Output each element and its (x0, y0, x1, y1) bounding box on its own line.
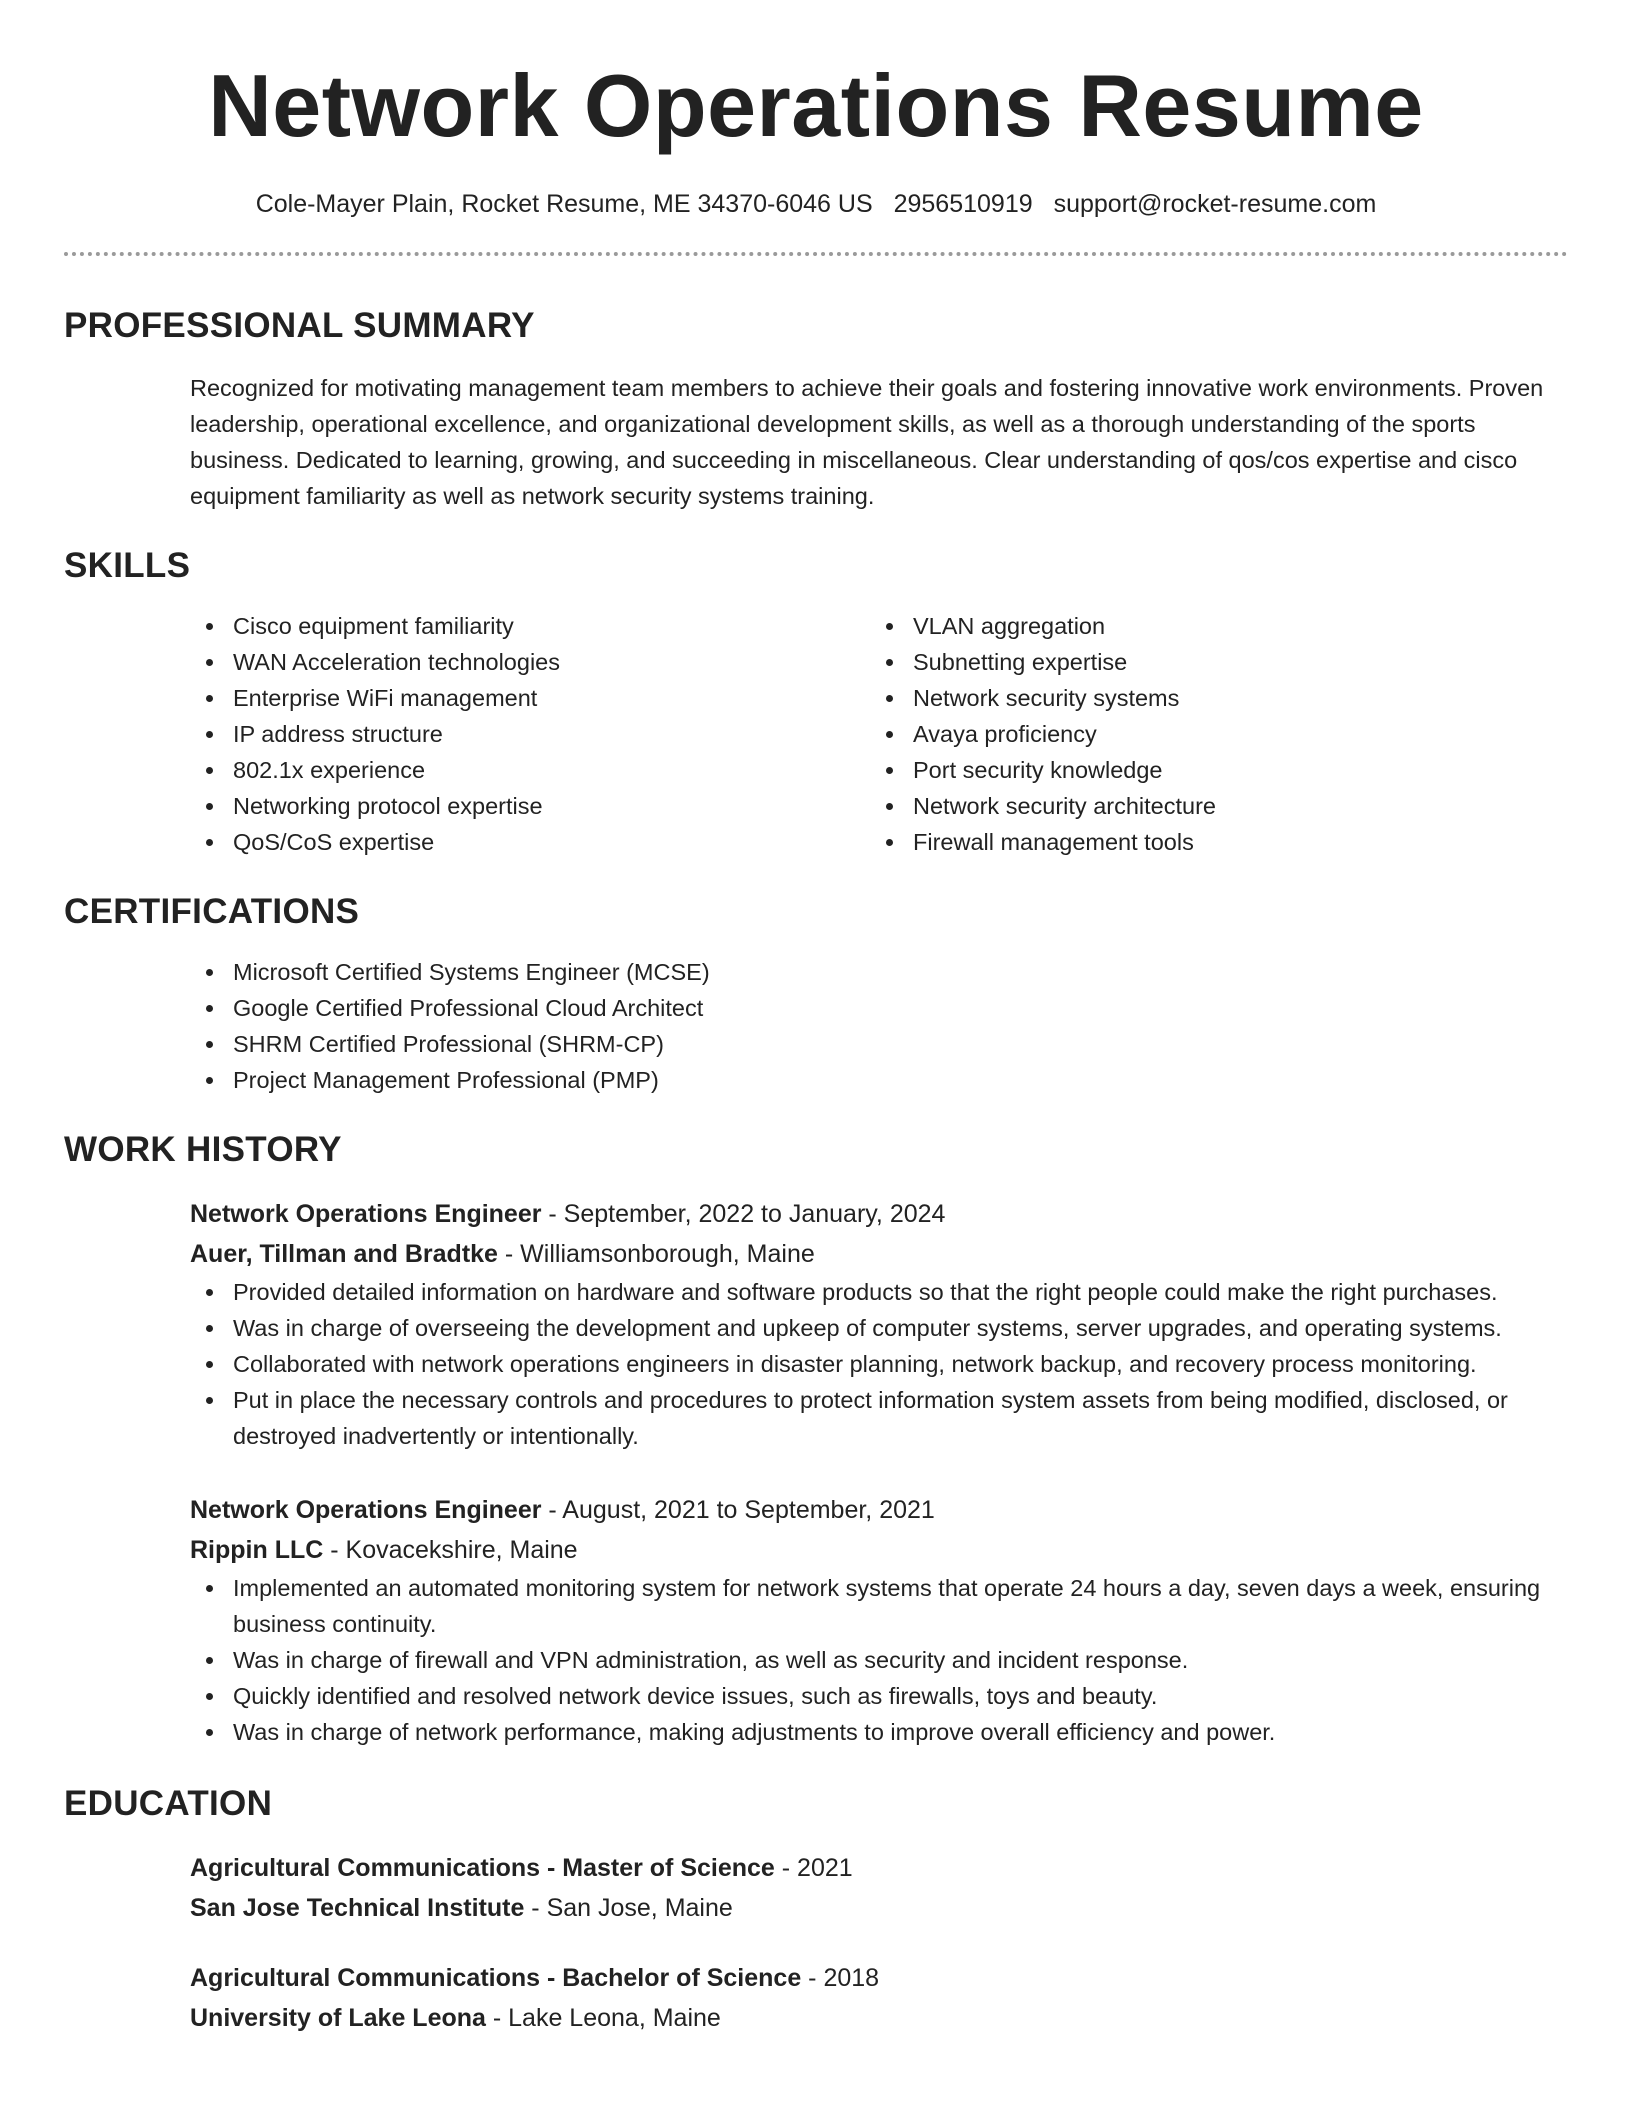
job-bullet: Was in charge of network performance, making adjustments to improve overall efficiency and power. (190, 1714, 1568, 1750)
skills-column-right (870, 608, 1550, 860)
job-entry (190, 1490, 1568, 1750)
certification-item: Project Management Professional (PMP) (190, 1062, 1568, 1098)
education-school-line (190, 1888, 1568, 1928)
job-bullet: Was in charge of overseeing the development and upkeep of computer systems, server upgrades, and operating systems. (190, 1310, 1568, 1346)
job-role: Network Operations Engineer (190, 1496, 542, 1524)
certification-item: SHRM Certified Professional (SHRM-CP) (190, 1026, 1568, 1062)
job-bullets (190, 1570, 1568, 1750)
job-dates: - September, 2022 to January, 2024 (541, 1200, 946, 1228)
skills-column-left (190, 608, 870, 860)
education-heading: EDUCATION (64, 1784, 273, 1823)
job-entry (190, 1194, 1568, 1454)
skill-item: Enterprise WiFi management (190, 680, 870, 716)
skill-item: IP address structure (190, 716, 870, 752)
education-entry (190, 1958, 1568, 2038)
skills-heading: SKILLS (64, 546, 191, 585)
job-company: Auer, Tillman and Bradtke (190, 1240, 498, 1268)
job-bullet: Collaborated with network operations engineers in disaster planning, network backup, and recovery process monitoring. (190, 1346, 1568, 1382)
job-company: Rippin LLC (190, 1536, 324, 1564)
job-location: - Williamsonborough, Maine (497, 1240, 815, 1268)
job-title-line (190, 1194, 1568, 1234)
resume-title: Network Operations Resume (208, 56, 1424, 155)
contact-phone: 2956510919 (893, 190, 1033, 218)
education-school-line (190, 1998, 1568, 2038)
education-list (190, 1848, 1568, 2038)
job-company-line (190, 1530, 1568, 1570)
education-degree: Agricultural Communications - Bachelor of Science (190, 1964, 802, 1992)
job-bullet: Was in charge of firewall and VPN administration, as well as security and incident response. (190, 1642, 1568, 1678)
certification-item: Google Certified Professional Cloud Architect (190, 990, 1568, 1026)
skill-item: WAN Acceleration technologies (190, 644, 870, 680)
skill-item: 802.1x experience (190, 752, 870, 788)
certification-item: Microsoft Certified Systems Engineer (MCSE) (190, 954, 1568, 990)
education-year: - 2018 (801, 1964, 880, 1992)
education-entry (190, 1848, 1568, 1928)
certifications-list (190, 954, 1568, 1098)
resume-header (64, 0, 1568, 220)
education-degree: Agricultural Communications - Master of Science (190, 1854, 775, 1882)
summary-text: Recognized for motivating management team members to achieve their goals and fostering innovative work environments. Proven leadership, operational excellence, and organizational development skills, as well as a thorough understanding of the sports business. Dedicated to learning, growing, and succeeding in miscellaneous. Clear understanding of qos/cos expertise and cisco equipment familiarity as well as network security systems training. (190, 375, 1544, 509)
skill-item: Cisco equipment familiarity (190, 608, 870, 644)
education-school: University of Lake Leona (190, 2004, 486, 2032)
education-location: - San Jose, Maine (524, 1894, 733, 1922)
education-year: - 2021 (774, 1854, 853, 1882)
education-degree-line (190, 1958, 1568, 1998)
certifications-bullets (190, 954, 1568, 1098)
skill-item: QoS/CoS expertise (190, 824, 870, 860)
contact-email: support@rocket-resume.com (1053, 190, 1377, 218)
job-title-line (190, 1490, 1568, 1530)
job-role: Network Operations Engineer (190, 1200, 542, 1228)
education-location: - Lake Leona, Maine (485, 2004, 721, 2032)
job-bullet: Put in place the necessary controls and procedures to protect information system assets from being modified, disclosed, or destroyed inadvertently or intentionally. (190, 1382, 1568, 1454)
skill-item: Avaya proficiency (870, 716, 1550, 752)
skill-item: Network security systems (870, 680, 1550, 716)
skill-item: Subnetting expertise (870, 644, 1550, 680)
skill-item: Port security knowledge (870, 752, 1550, 788)
job-bullets (190, 1274, 1568, 1454)
job-bullet: Implemented an automated monitoring system for network systems that operate 24 hours a day, seven days a week, ensuring business continuity. (190, 1570, 1568, 1642)
summary-heading: PROFESSIONAL SUMMARY (64, 306, 535, 345)
header-divider (64, 252, 1568, 256)
job-location: - Kovacekshire, Maine (323, 1536, 578, 1564)
contact-line (64, 188, 1568, 220)
skill-item: VLAN aggregation (870, 608, 1550, 644)
contact-address: Cole-Mayer Plain, Rocket Resume, ME 34370-6046 US (255, 190, 873, 218)
certifications-heading: CERTIFICATIONS (64, 892, 360, 931)
job-company-line (190, 1234, 1568, 1274)
skill-item: Network security architecture (870, 788, 1550, 824)
skills-grid (190, 608, 1568, 860)
work-history-heading: WORK HISTORY (64, 1130, 342, 1169)
work-history (190, 1194, 1568, 1750)
job-bullet: Provided detailed information on hardware and software products so that the right people could make the right purchases. (190, 1274, 1568, 1310)
education-degree-line (190, 1848, 1568, 1888)
education-school: San Jose Technical Institute (190, 1894, 525, 1922)
skill-item: Networking protocol expertise (190, 788, 870, 824)
skill-item: Firewall management tools (870, 824, 1550, 860)
job-dates: - August, 2021 to September, 2021 (541, 1496, 935, 1524)
job-bullet: Quickly identified and resolved network device issues, such as firewalls, toys and beauty. (190, 1678, 1568, 1714)
